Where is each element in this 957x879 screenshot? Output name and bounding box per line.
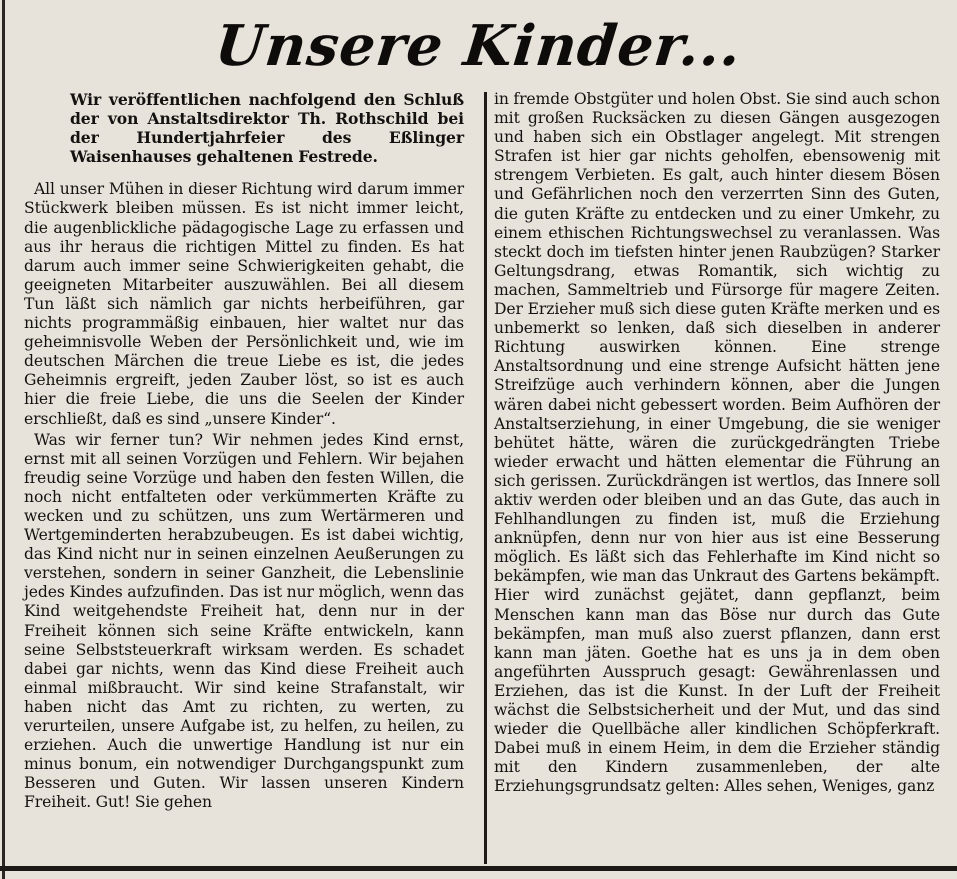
body-paragraph: Was wir ferner tun? Wir nehmen jedes Kind ernst, ernst mit all seinen Vorzügen und Fehlern. Wir bejahen freudig seine Vorzüge und haben den festen Willen, die noch nicht entfalteten oder verkümmerten Kräfte zu wecken und zu schützen, uns zum Wertärmeren und Wertgeminderten herabzubeugen. Es ist dabei wichtig, das Kind nicht nur in seinen einzelnen Aeußerungen zu verstehen, sondern in seiner Ganzheit, die Lebenslinie jedes Kindes aufzufinden. Das ist nur möglich, wenn das Kind weitgehendste Freiheit hat, denn nur in der Freiheit können sich seine Kräfte entwickeln, kann seine Selbststeuerkraft wirksam werden. Es schadet dabei gar nichts, wenn das Kind diese Freiheit auch einmal mißbraucht. Wir sind keine Strafanstalt, wir haben nicht das Amt zu richten, zu werten, zu verurteilen, unsere Aufgabe ist, zu helfen, zu heilen, zu erziehen. Auch die unwertige Handlung ist nur ein minus bonum, ein notwendiger Durchgangspunkt zum Besseren und Guten. Wir lassen unseren Kindern Freiheit. Gut! Sie gehen [24,430,464,812]
body-paragraph: All unser Mühen in dieser Richtung wird darum immer Stückwerk bleiben müssen. Es ist nicht immer leicht, die augenblickliche pädagogische Lage zu erfassen und aus ihr heraus die richtigen Mittel zu finden. Es hat darum auch immer seine Schwierigkeiten gehabt, die geeigneten Mitarbeiter auszuwählen. Bei all diesem Tun läßt sich nämlich gar nichts herbeiführen, gar nichts programmäßig einbauen, hier waltet nur das geheimnisvolle Weben der Persönlichkeit und, wie im deutschen Märchen die treue Liebe es ist, die jedes Geheimnis ergreift, jeden Zauber löst, so ist es auch hier die freie Liebe, die uns die Seelen der Kinder erschließt, daß es sind „unsere Kinder“. [24,180,464,428]
right-column [494,90,940,796]
intro-paragraph: Wir veröffentlichen nachfolgend den Schluß der von Anstaltsdirektor Th. Rothschild bei der Hundertjahrfeier des Eßlinger Waisenhauses gehaltenen Festrede. [70,90,464,167]
left-column [24,90,464,812]
headline: Unsere Kinder... [212,13,745,79]
bottom-rule [0,866,957,871]
continued-paragraph: in fremde Obstgüter und holen Obst. Sie sind auch schon mit großen Rucksäcken zu diesen Gängen ausgezogen und haben sich ein Obstlager angelegt. Mit strengen Strafen ist hier gar nichts geholfen, ebensowenig mit strengem Verbieten. Es galt, auch hinter diesem Bösen und Gefährlichen noch den verzerrten Sinn des Guten, die guten Kräfte zu entdecken und zu einer Umkehr, zu einem ethischen Richtungswechsel zu veranlassen. Was steckt doch im tiefsten hinter jenen Raubzügen? Starker Geltungsdrang, etwas Romantik, sich wichtig zu machen, Sammeltrieb und Fürsorge für magere Zeiten. Der Erzieher muß sich diese guten Kräfte merken und es unbemerkt so lenken, daß sich dieselben in anderer Richtung auswirken können. Eine strenge Anstaltsordnung und eine strenge Aufsicht hätten jene Streifzüge auch verhindern können, aber die Jungen wären dabei nicht gebessert worden. Beim Aufhören der Anstaltserziehung, in einer Umgebung, die sie weniger behütet hätte, wären die zurückgedrängten Triebe wieder erwacht und hätten elementar die Führung an sich gerissen. Zurückdrängen ist wertlos, das Innere soll aktiv werden oder bleiben und an das Gute, das auch in Fehlhandlungen zu finden ist, muß die Erziehung anknüpfen, denn nur von hier aus ist eine Besserung möglich. Es läßt sich das Fehlerhafte im Kind nicht so bekämpfen, wie man das Unkraut des Gartens bekämpft. Hier wird zunächst gejätet, dann gepflanzt, beim Menschen kann man das Böse nur durch das Gute bekämpfen, man muß also zuerst pflanzen, dann erst kann man jäten. Goethe hat es uns ja in dem oben angeführten Ausspruch gesagt: Gewährenlassen und Erziehen, das ist die Kunst. In der Luft der Freiheit wächst die Selbstsicherheit und der Mut, und das sind wieder die Quellbäche aller kindlichen Schöpferkraft. Dabei muß in einem Heim, in dem die Erzieher ständig mit den Kindern zusammenleben, der alte Erziehungsgrundsatz gelten: Alles sehen, Weniges, ganz [494,90,940,796]
left-edge-rule [2,0,5,879]
column-divider [484,92,487,864]
